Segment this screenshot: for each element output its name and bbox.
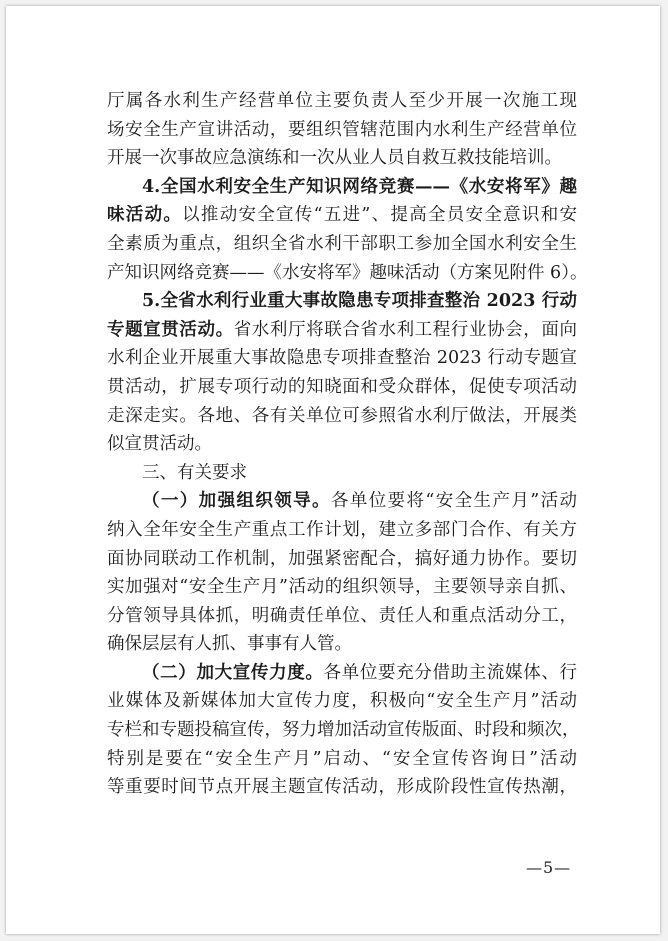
- body-text: 各单位要充分借助主流媒体、行: [323, 662, 578, 683]
- document-page: [6, 6, 660, 934]
- item-4-title: 4.全国水利安全生产知识网络竞赛——《水安将军》趣: [142, 176, 577, 197]
- body-line: [107, 487, 577, 516]
- body-line: 等重要时间节点开展主题宣传活动，形成阶段性宣传热潮，: [107, 777, 577, 798]
- body-line: 纳入全年安全生产重点工作计划，建立多部门合作、有关方: [107, 519, 577, 540]
- body-line: 专栏和专题投稿宣传，努力增加活动宣传版面、时段和频次，: [107, 720, 580, 741]
- body-line: 业媒体及新媒体加大宣传力度，积极向“安全生产月”活动: [107, 691, 577, 712]
- item-5-title: 5.全省水利行业重大事故隐患专项排查整治 2023 行动: [142, 291, 577, 312]
- body-line: [107, 659, 577, 688]
- body-line: 分管领导具体抓，明确责任单位、责任人和重点活动分工，: [107, 605, 577, 626]
- item-5-title-end: 专题宣贯活动。: [107, 319, 234, 340]
- body-line: 场安全生产宣讲活动，要组织管辖范围内水利生产经营单位: [107, 119, 577, 140]
- body-line: 产知识网络竞赛——《水安将军》趣味活动（方案见附件 6）。: [107, 262, 588, 283]
- body-line: [107, 201, 577, 230]
- body-text: 各单位要将“安全生产月”活动: [330, 491, 577, 512]
- body-line: 厅属各水利生产经营单位主要负责人至少开展一次施工现: [107, 91, 577, 111]
- body-line: 水利企业开展重大事故隐患专项排查整治 2023 行动专题宣: [107, 348, 577, 369]
- body-line: 走深走实。各地、各有关单位可参照省水利厅做法，开展类: [107, 405, 577, 426]
- body-line: 特别是要在“安全生产月”启动、“安全宣传咨询日”活动: [107, 748, 577, 769]
- body-line: [107, 316, 577, 345]
- subsection-2-title: （二）加大宣传力度。: [142, 662, 324, 683]
- body-line: 确保层层有人抓、事事有人管。: [107, 634, 352, 655]
- document-body: [107, 87, 588, 802]
- page-number: —5—: [526, 858, 572, 877]
- body-text: 以推动安全宣传“五进”、提高全员安全意识和安: [182, 205, 577, 226]
- body-line: 似宣贯活动。: [107, 434, 212, 455]
- body-line: 贯活动，扩展专项行动的知晓面和受众群体，促使专项活动: [107, 376, 577, 397]
- body-line: 面协同联动工作机制，加强紧密配合，搞好通力协作。要切: [107, 548, 577, 569]
- body-line: 开展一次事故应急演练和一次从业人员自救互救技能培训。: [107, 148, 562, 169]
- subsection-1-title: （一）加强组织领导。: [142, 491, 331, 512]
- body-line: 实加强对“安全生产月”活动的组织领导，主要领导亲自抓、: [107, 577, 577, 598]
- body-line: 全素质为重点，组织全省水利干部职工参加全国水利安全生: [107, 233, 577, 254]
- item-4-title-end: 味活动。: [107, 205, 183, 226]
- section-heading: 三、有关要求: [142, 462, 247, 483]
- body-text: 省水利厅将联合省水利工程行业协会，面向: [233, 319, 578, 340]
